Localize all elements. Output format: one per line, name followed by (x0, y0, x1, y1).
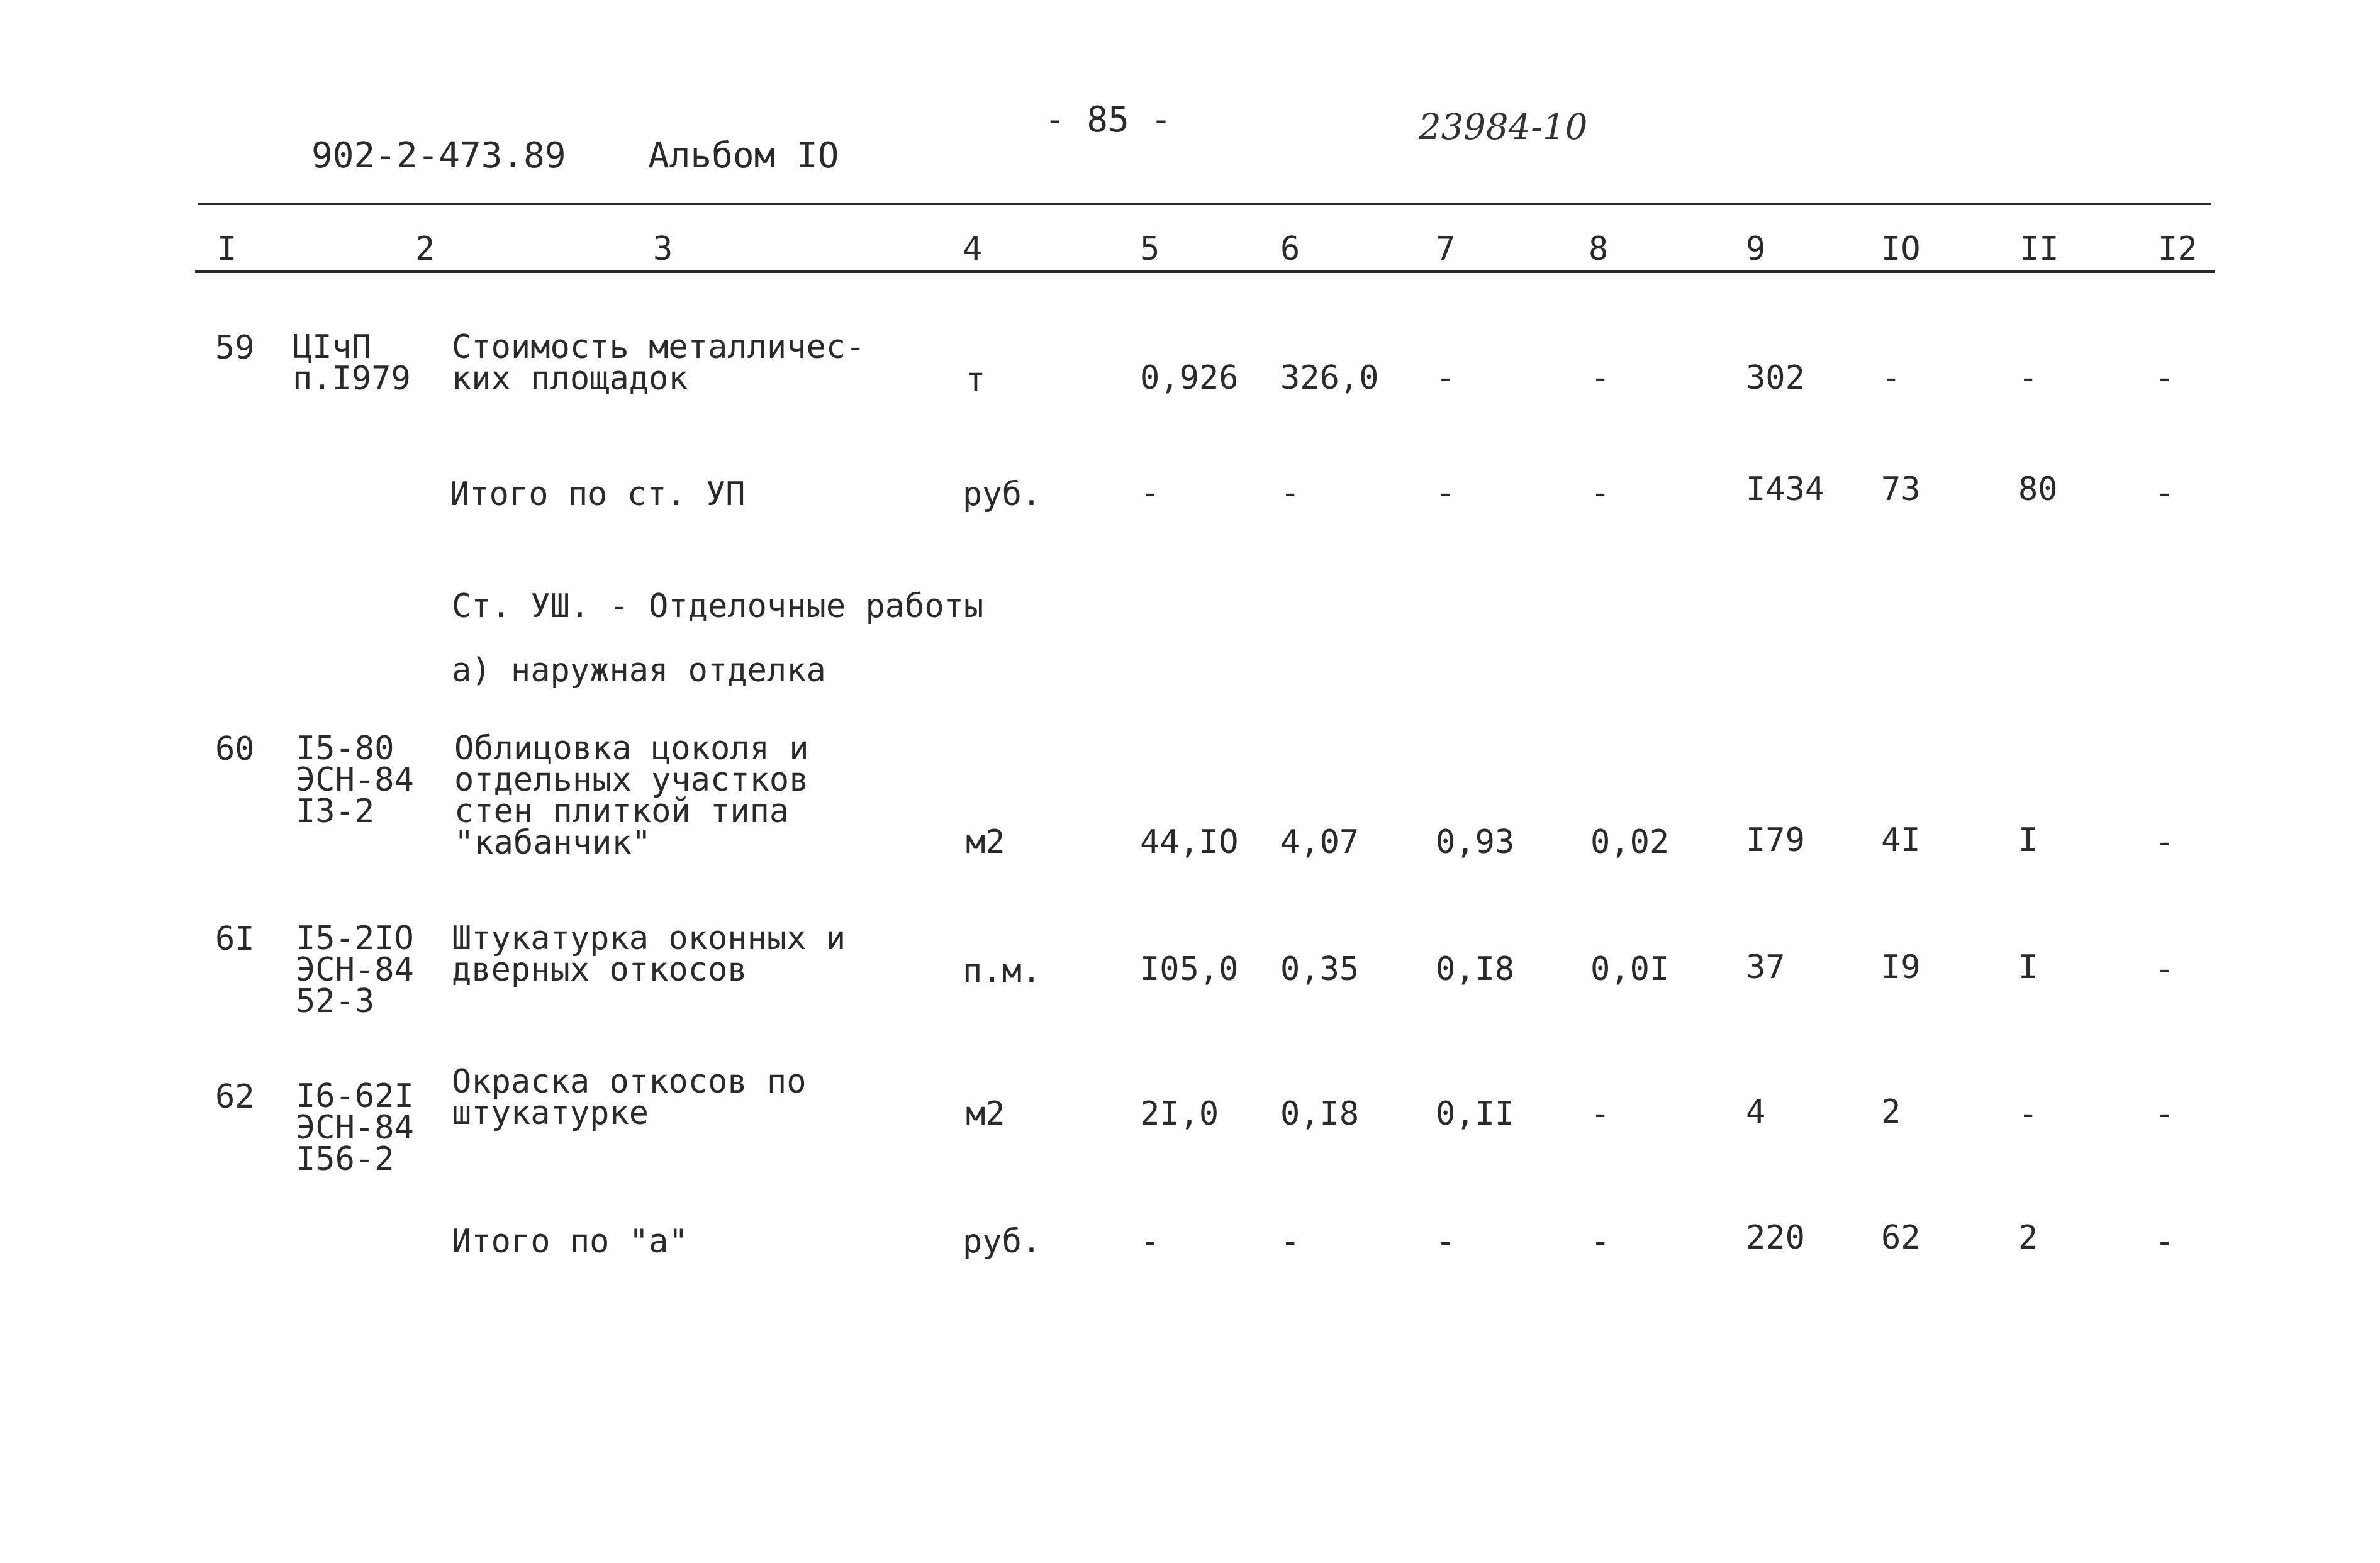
column-header: 2 (415, 230, 435, 268)
column-header: II (2020, 230, 2059, 268)
column-header: 4 (963, 230, 983, 268)
cell-c7: 0,I8 (1436, 950, 1515, 988)
cell-c7: 0,II (1436, 1095, 1515, 1133)
column-header: 9 (1746, 230, 1766, 268)
cell-c5: 0,926 (1140, 359, 1239, 397)
row-description: Стоимость металличес- ких площадок (452, 328, 866, 398)
header-bottom-rule (195, 270, 2215, 273)
cell-c12: - (2155, 950, 2175, 988)
cell-c11: - (2018, 1095, 2038, 1133)
cell-c8: - (1590, 474, 1611, 512)
cell-c8: - (1590, 1095, 1611, 1133)
row-code: I6-62I ЭСН-84 I56-2 (296, 1077, 414, 1178)
row-number: 59 (215, 329, 255, 367)
cell-c7: - (1436, 474, 1456, 512)
cell-c9: 220 (1746, 1219, 1805, 1257)
cell-c11: I (2018, 821, 2038, 859)
row-unit: т (966, 361, 986, 399)
row-unit: м2 (966, 823, 1005, 861)
cell-c8: - (1590, 1223, 1611, 1260)
cell-c10: I9 (1881, 948, 1921, 986)
cell-c10: 2 (1881, 1093, 1901, 1131)
page-number: - 85 - (1044, 99, 1172, 140)
cell-c10: - (1881, 359, 1901, 397)
header-top-rule (198, 203, 2211, 205)
row-unit: м2 (966, 1095, 1005, 1133)
row-number: 62 (215, 1078, 255, 1116)
cell-c10: 4I (1881, 821, 1921, 859)
cell-c12: - (2155, 474, 2175, 512)
cell-c5: - (1140, 474, 1160, 512)
cell-c9: 4 (1746, 1093, 1766, 1131)
column-header: 5 (1140, 230, 1160, 268)
row-number: 60 (215, 730, 255, 768)
cell-c6: 0,I8 (1280, 1095, 1360, 1133)
section-heading: Ст. УШ. - Отделочные работы (452, 587, 984, 625)
cell-c10: 73 (1881, 470, 1921, 508)
cell-c12: - (2155, 823, 2175, 861)
column-header: IO (1881, 230, 1921, 268)
handwritten-number: 23984-10 (1419, 107, 1588, 148)
row-description: Итого по "а" (452, 1223, 688, 1260)
cell-c5: - (1140, 1223, 1160, 1260)
row-unit: п.м. (963, 952, 1042, 990)
column-header: I (217, 230, 237, 268)
column-header: 3 (653, 230, 673, 268)
row-unit: руб. (963, 476, 1042, 513)
cell-c9: 302 (1746, 359, 1805, 397)
document-code: 902-2-473.89 (311, 135, 566, 176)
row-code: I5-2IO ЭСН-84 52-3 (296, 920, 414, 1020)
cell-c9: I79 (1746, 821, 1805, 859)
cell-c8: 0,0I (1590, 950, 1670, 988)
cell-c6: 326,0 (1280, 359, 1379, 397)
row-description: Окраска откосов по штукатурке (452, 1063, 807, 1132)
cell-c6: 0,35 (1280, 950, 1360, 988)
column-header: I2 (2158, 230, 2198, 268)
cell-c9: 37 (1746, 948, 1785, 986)
album-label: Альбом IO (648, 135, 839, 176)
row-code: ЦIчП п.I979 (293, 328, 411, 398)
cell-c10: 62 (1881, 1219, 1921, 1257)
cell-c6: - (1280, 474, 1300, 512)
cell-c11: 2 (2018, 1219, 2038, 1257)
column-header: 6 (1280, 230, 1300, 268)
cell-c7: - (1436, 1223, 1456, 1260)
cell-c12: - (2155, 1223, 2175, 1260)
cell-c11: 80 (2018, 470, 2058, 508)
cell-c7: - (1436, 359, 1456, 397)
row-unit: руб. (963, 1223, 1042, 1260)
subsection-heading: а) наружная отделка (452, 652, 826, 689)
cell-c7: 0,93 (1436, 823, 1515, 861)
row-description: Штукатурка оконных и дверных откосов (452, 920, 846, 989)
cell-c12: - (2155, 359, 2175, 397)
column-header: 8 (1589, 230, 1609, 268)
cell-c11: - (2018, 359, 2038, 397)
cell-c6: - (1280, 1223, 1300, 1260)
cell-c5: 2I,0 (1140, 1095, 1219, 1133)
row-number: 6I (215, 920, 255, 958)
cell-c12: - (2155, 1095, 2175, 1133)
cell-c8: 0,02 (1590, 823, 1670, 861)
row-description: Итого по ст. УП (450, 476, 746, 513)
row-description: Облицовка цоколя и отдельных участков стен плиткой типа "кабанчик" (454, 730, 809, 862)
cell-c5: I05,0 (1140, 950, 1239, 988)
cell-c5: 44,IO (1140, 823, 1239, 861)
column-header: 7 (1436, 230, 1456, 268)
cell-c9: I434 (1746, 470, 1825, 508)
cell-c11: I (2018, 948, 2038, 986)
row-code: I5-80 ЭСН-84 I3-2 (296, 730, 414, 830)
cell-c6: 4,07 (1280, 823, 1360, 861)
cell-c8: - (1590, 359, 1611, 397)
